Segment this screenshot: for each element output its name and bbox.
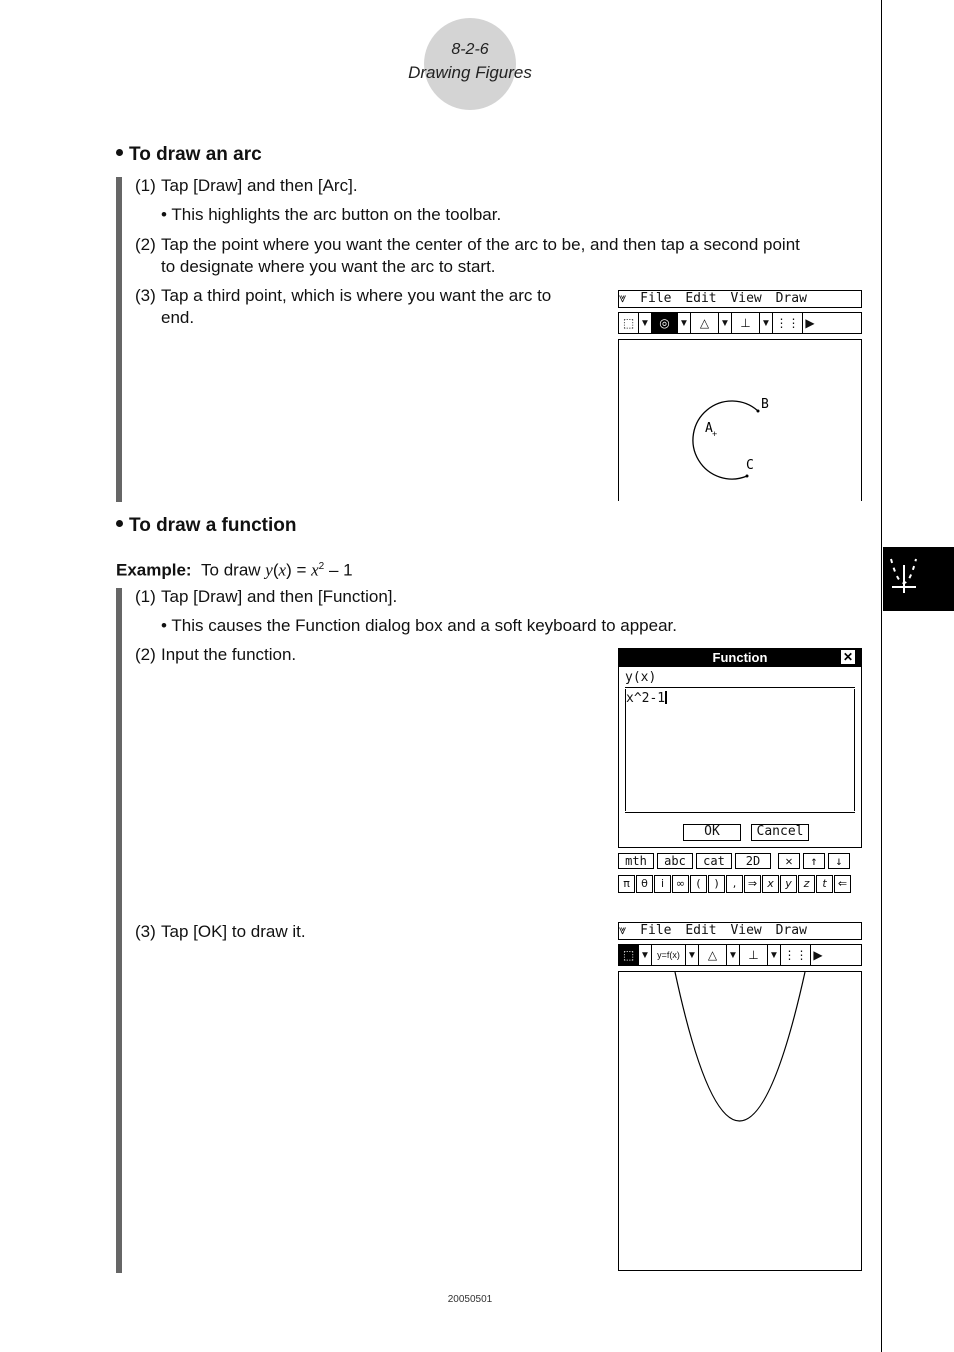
point-c-label: C [746,458,754,473]
arc-step-1-note: • This highlights the arc button on the toolbar. [161,205,502,224]
arc-drawing [619,340,860,500]
function-step-1-note: • This causes the Function dialog box and a soft keyboard to appear. [161,616,677,635]
dropdown-arrow-icon[interactable]: ▼ [678,313,691,333]
function-dialog [618,648,862,848]
chapter-tab [883,547,954,611]
arc-step-3: (3) Tap a third point, which is where you want the arc to end. [135,286,552,327]
key-z[interactable]: z [798,875,815,893]
function-input[interactable]: x^2-1 [626,691,666,706]
page-title: Drawing Figures [408,63,532,82]
key-open-paren[interactable]: ( [690,875,707,893]
key-backspace[interactable]: ⇐ [834,875,851,893]
dialog-title: Function [712,650,768,665]
function-step-3: (3) Tap [OK] to draw it. [135,922,306,941]
arc-section-bar [116,177,122,502]
arc-step-1: (1) Tap [Draw] and then [Arc]. [135,176,358,195]
menu-down-icon[interactable]: ⩔ [619,923,627,938]
menu-edit[interactable]: Edit [685,291,717,306]
key-close-paren[interactable]: ) [708,875,725,893]
select-tool-icon[interactable]: ⬚ [619,313,639,333]
menu-draw[interactable]: Draw [775,923,807,938]
dropdown-arrow-icon[interactable]: ▼ [760,313,773,333]
arc-canvas[interactable] [618,339,862,501]
arc-step-2: (2) Tap the point where you want the center of the arc to be, and then tap a second point to designate where you want the arc to start. [135,235,800,276]
bullet-icon [116,520,123,527]
bullet-icon [116,149,123,156]
grid-tool-icon[interactable]: ⋮⋮ [773,313,803,333]
function-graph-screenshot [618,922,862,1271]
function-canvas[interactable] [618,971,862,1271]
key-comma[interactable]: , [726,875,743,893]
ok-button[interactable]: OK [683,824,741,841]
function-tool-icon[interactable]: y=f(x) [652,945,686,965]
dialog-divider [625,812,855,813]
toolbar-right-arrow-icon[interactable]: ▶ [805,316,815,330]
point-a-label: A [705,421,713,436]
triangle-tool-icon[interactable]: △ [699,945,727,965]
dropdown-arrow-icon[interactable]: ▼ [639,945,652,965]
menu-bar [618,922,862,940]
cancel-button[interactable]: Cancel [751,824,809,841]
keyboard-keys [618,875,862,893]
key-y[interactable]: y [780,875,797,893]
toolbar [618,944,862,966]
page-number: 8-2-6 [451,41,489,58]
triangle-tool-icon[interactable]: △ [691,313,719,333]
function-dialog-screenshot [618,648,862,893]
function-step-2: (2) Input the function. [135,645,297,664]
function-step-1: (1) Tap [Draw] and then [Function]. [135,587,398,606]
dropdown-arrow-icon[interactable]: ▼ [686,945,699,965]
menu-view[interactable]: View [730,923,762,938]
perpendicular-tool-icon[interactable]: ⊥ [740,945,768,965]
kb-tab-2d[interactable]: 2D [735,853,771,869]
function-section-bar [116,588,122,1273]
close-icon[interactable]: ✕ [842,650,854,664]
function-example: Example: To draw $y(x) = x^2 - 1$ [116,560,353,580]
up-arrow-icon[interactable]: ↑ [803,853,825,869]
kb-tab-abc[interactable]: abc [657,853,693,869]
dropdown-arrow-icon[interactable]: ▼ [639,313,652,333]
arc-tool-icon[interactable]: ◎ [652,313,678,333]
point-b-label: B [761,397,769,412]
menu-edit[interactable]: Edit [685,923,717,938]
key-t[interactable]: t [816,875,833,893]
menu-file[interactable]: File [640,291,672,306]
perpendicular-tool-icon[interactable]: ⊥ [732,313,760,333]
geometry-chapter-icon [883,547,954,611]
menu-bar [618,290,862,308]
arc-heading: To draw an arc [116,144,262,166]
kb-tab-mth[interactable]: mth [618,853,654,869]
field-label: y(x) [625,670,855,688]
footer-code: 20050501 [447,1294,493,1305]
key-store[interactable]: ⇒ [744,875,761,893]
svg-text:+: + [712,429,718,439]
dropdown-arrow-icon[interactable]: ▼ [727,945,740,965]
toolbar-right-arrow-icon[interactable]: ▶ [813,948,823,962]
function-heading: To draw a function [116,515,296,537]
down-arrow-icon[interactable]: ↓ [828,853,850,869]
menu-down-icon[interactable]: ⩔ [619,291,627,306]
keyboard-tabs [618,853,862,869]
delete-icon[interactable]: ✕ [778,853,800,869]
dropdown-arrow-icon[interactable]: ▼ [719,313,732,333]
key-theta[interactable]: θ [636,875,653,893]
toolbar [618,312,862,334]
menu-file[interactable]: File [640,923,672,938]
text-cursor [665,691,667,704]
right-margin-rule [881,0,882,1352]
key-x[interactable]: x [762,875,779,893]
function-input-area[interactable] [625,689,855,811]
grid-tool-icon[interactable]: ⋮⋮ [781,945,811,965]
dialog-title-bar [619,649,861,667]
key-infinity[interactable]: ∞ [672,875,689,893]
key-i[interactable]: i [654,875,671,893]
arc-screenshot [618,290,862,501]
kb-tab-cat[interactable]: cat [696,853,732,869]
dropdown-arrow-icon[interactable]: ▼ [768,945,781,965]
select-tool-icon[interactable]: ⬚ [619,945,639,965]
parabola-drawing [619,972,860,1269]
menu-draw[interactable]: Draw [775,291,807,306]
menu-view[interactable]: View [730,291,762,306]
key-pi[interactable]: π [618,875,635,893]
